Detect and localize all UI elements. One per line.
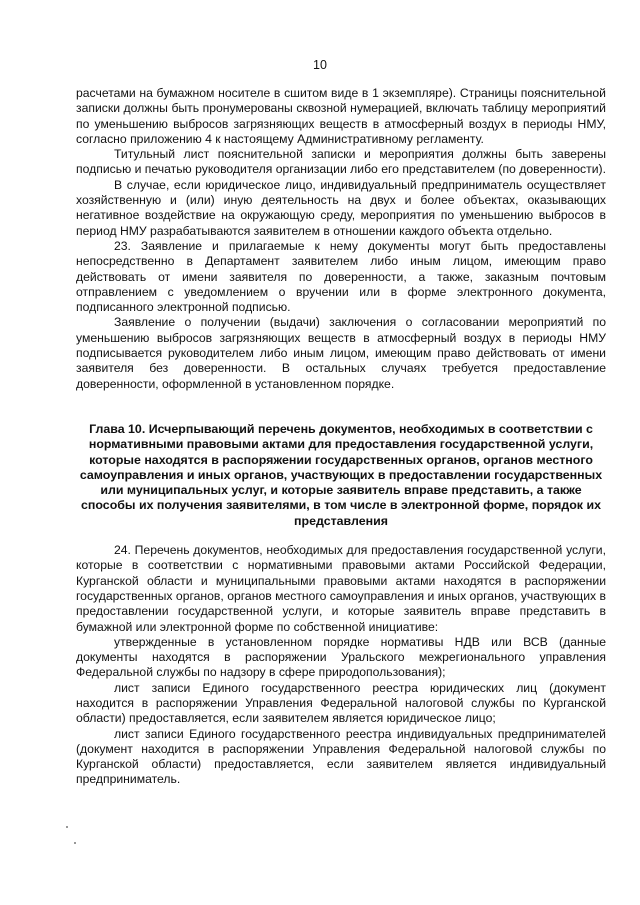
scan-speck: [74, 842, 76, 844]
page-number: 10: [313, 58, 327, 72]
list-item: лист записи Единого государственного реестра юридических лиц (документ находится в распоряжении Управления Федеральной налоговой службы по Курганской области) предоставляется, если заявителем является юридическое лицо;: [76, 680, 606, 726]
paragraph: расчетами на бумажном носителе в сшитом виде в 1 экземпляре). Страницы пояснительной записки должны быть пронумерованы сквозной нумерацией, включать таблицу мероприятий по уменьшению выбросов загрязняющих веществ в атмосферный воздух в периоды НМУ, согласно приложению 4 к настоящему Административному регламенту.: [76, 86, 606, 146]
chapter-heading: Глава 10. Исчерпывающий перечень документов, необходимых в соответствии с нормативными правовыми актами для предоставления государственной услуги, которые находятся в распоряжении государственных органов, органов местного самоуправления и иных органов, участвующих в предоставлении государственных или муниципальных услуг, и которые заявитель вправе представить, а также способы их получения заявителями, в том числе в электронной форме, порядок их представления: [79, 421, 603, 528]
document-body: [76, 86, 606, 788]
list-item: утвержденные в установленном порядке нормативы НДВ или ВСВ (данные документы находятся в распоряжении Уральского межрегионального управления Федеральной службы по надзору в сфере природопользования);: [76, 634, 606, 680]
paragraph: В случае, если юридическое лицо, индивидуальный предприниматель осуществляет хозяйственную и (или) иную деятельность на двух и более объектах, оказывающих негативное воздействие на окружающую среду, мероприятия по уменьшению выбросов в период НМУ разрабатываются заявителем в отношении каждого объекта отдельно.: [76, 177, 606, 238]
list-item: лист записи Единого государственного реестра индивидуальных предпринимателей (документ находится в распоряжении Управления Федеральной налоговой службы по Курганской области) предоставляется, если заявителем является индивидуальный предприниматель.: [76, 726, 606, 787]
scan-speck: [66, 826, 68, 828]
paragraph: 24. Перечень документов, необходимых для предоставления государственной услуги, которые в соответствии с нормативными правовыми актами Российской Федерации, Курганской области и муниципальными правовыми актами находятся в распоряжении государственных органов, органов местного самоуправления и иных органов, участвующих в предоставлении государственной услуги, и которые заявитель вправе представить в бумажной или электронной форме по собственной инициативе:: [76, 543, 606, 634]
paragraph: 23. Заявление и прилагаемые к нему документы могут быть предоставлены непосредственно в Департамент заявителем либо иным лицом, имеющим право действовать от имени заявителя по доверенности, а также, заказным почтовым отправлением с уведомлением о вручении или в форме электронного документа, подписанного электронной подписью.: [76, 238, 606, 315]
paragraph: Заявление о получении (выдачи) заключения о согласовании мероприятий по уменьшению выбросов загрязняющих веществ в атмосферный воздух в периоды НМУ подписывается руководителем либо иным лицом, имеющим право действовать от имени заявителя без доверенности. В остальных случаях требуется предоставление доверенности, оформленной в установленном порядке.: [76, 315, 606, 391]
paragraph: Титульный лист пояснительной записки и мероприятия должны быть заверены подписью и печатью руководителя организации либо его представителем (по доверенности).: [76, 147, 606, 177]
